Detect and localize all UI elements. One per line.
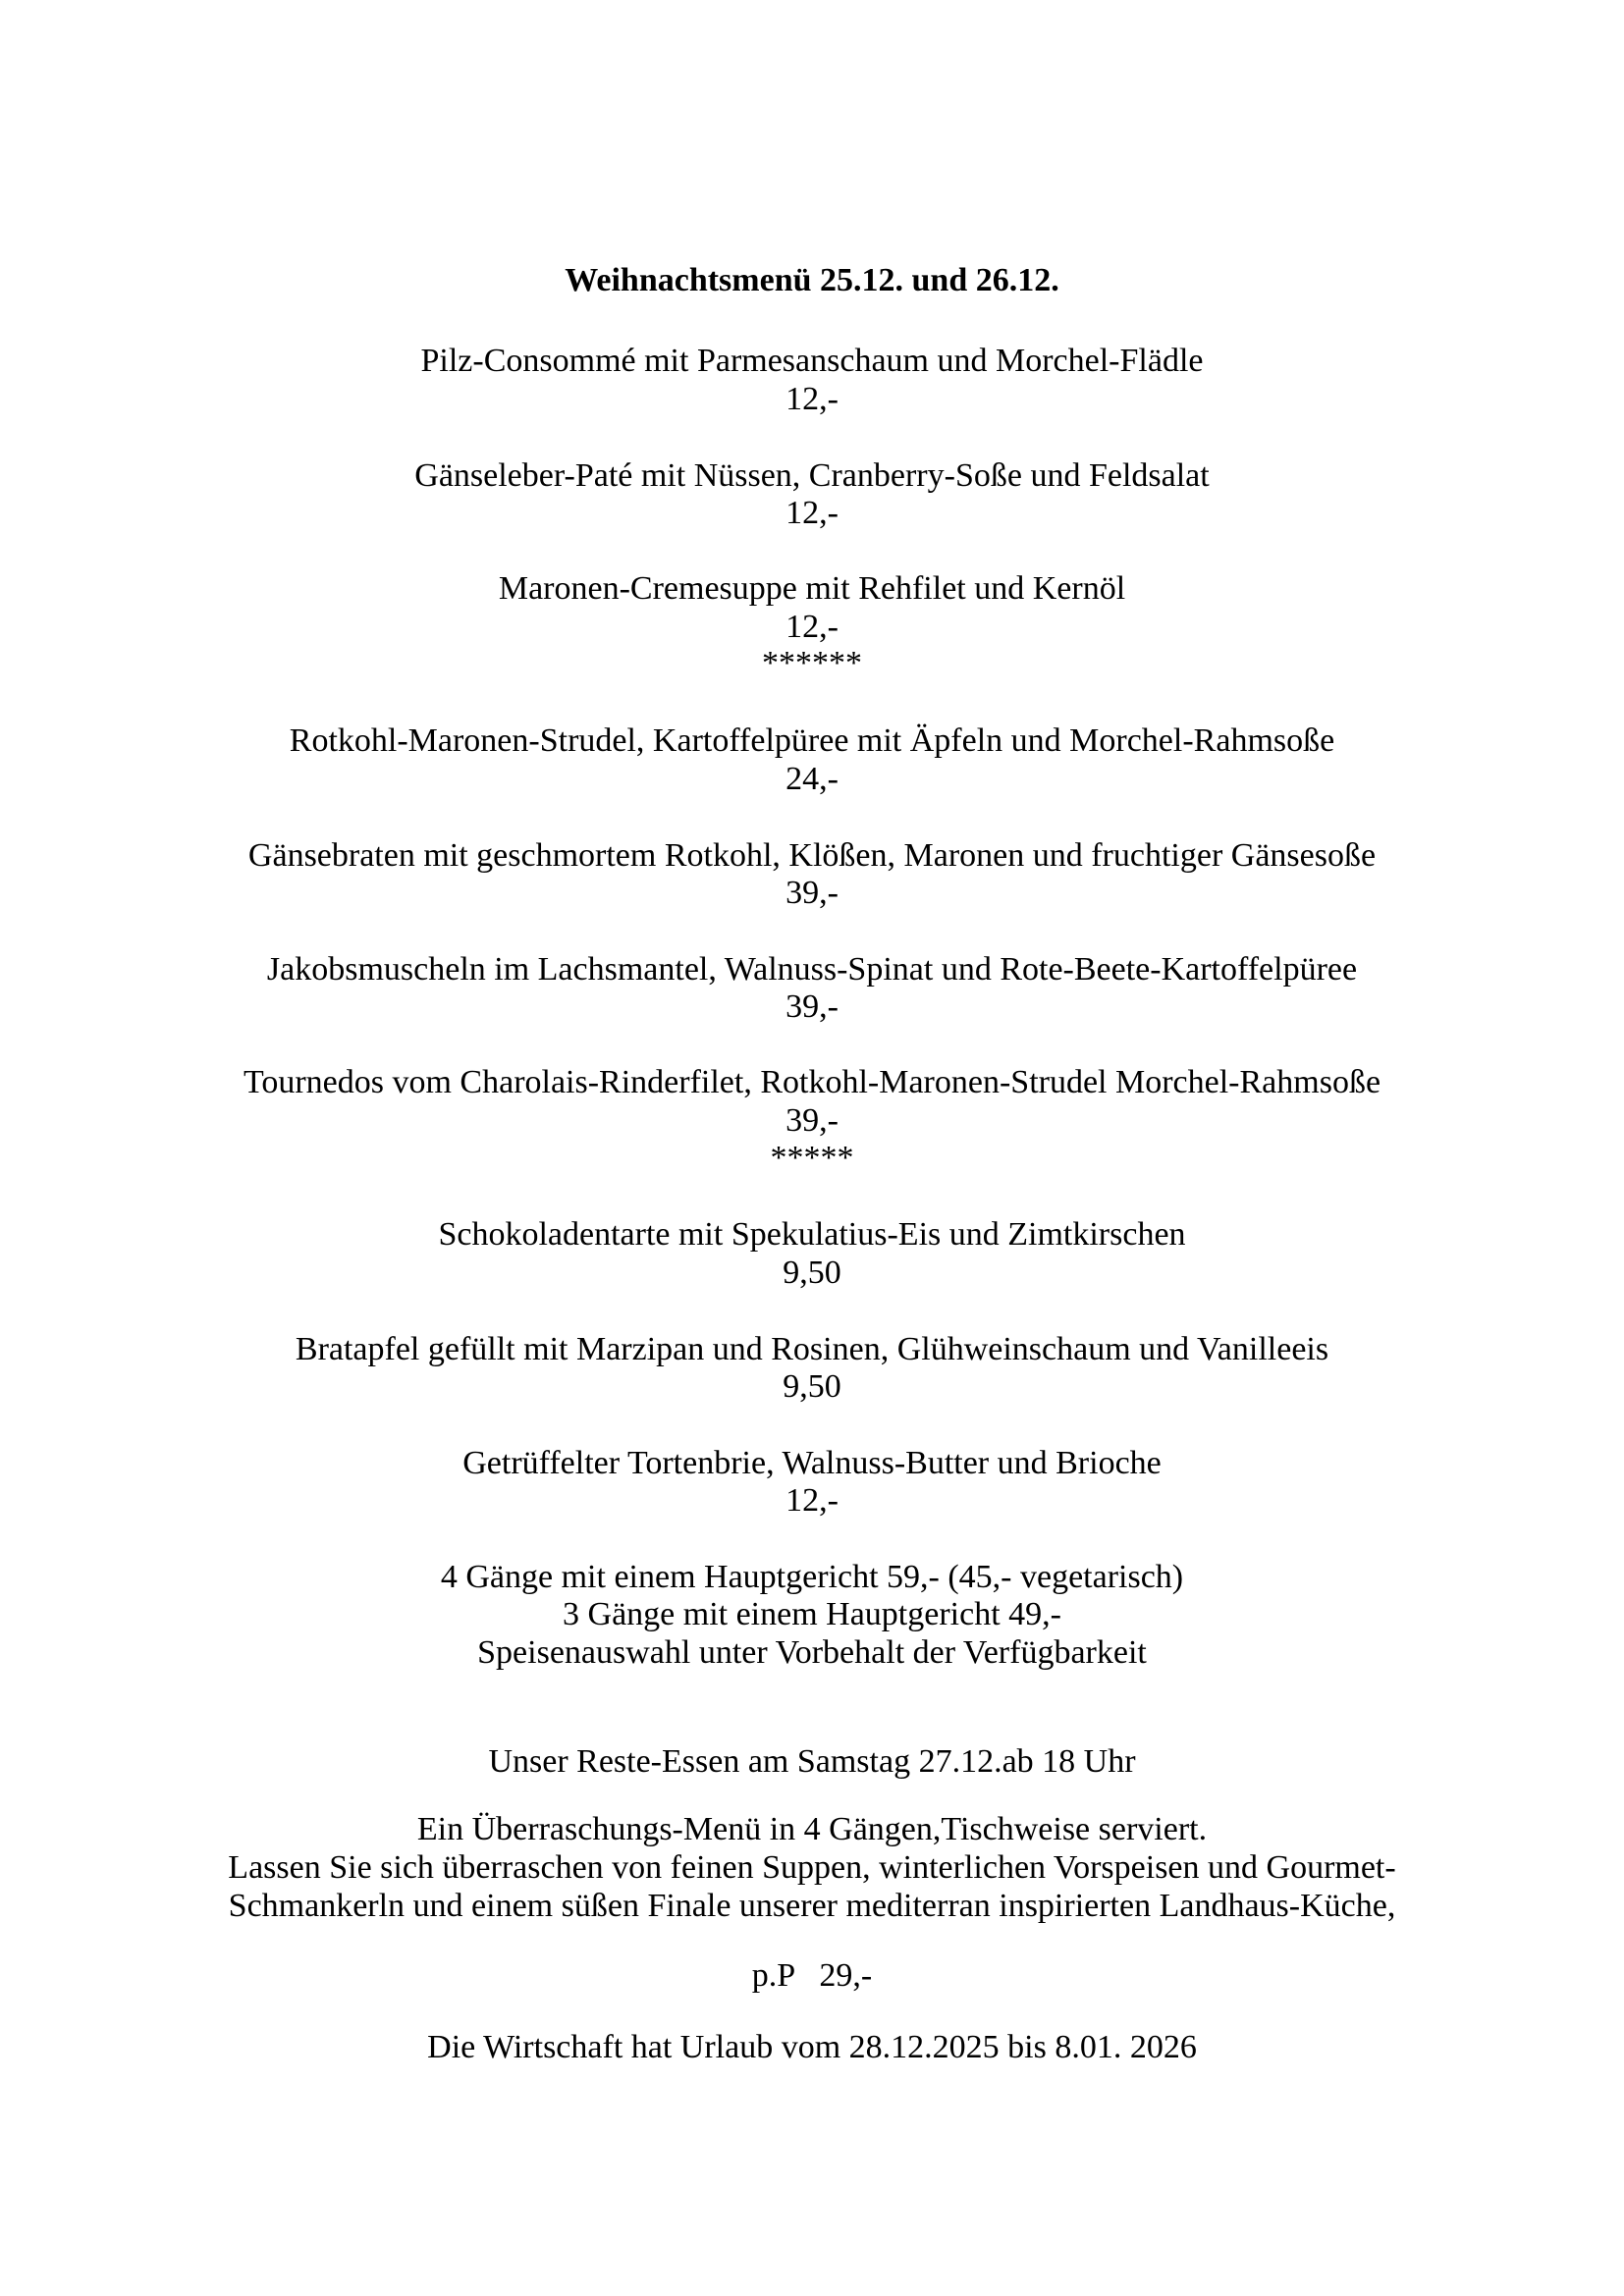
leftovers-line-1: Ein Überraschungs-Menü in 4 Gängen,Tischweise serviert. [416,1811,1208,1847]
menu-title: Weihnachtsmenü 25.12. und 26.12. [565,262,1059,298]
main-3-price: 39,- [785,988,839,1025]
leftovers-price: p.P 29,- [751,1957,873,1994]
starter-1-name: Pilz-Consommé mit Parmesanschaum und Morchel-Flädle [420,343,1204,379]
starter-2-name: Gänseleber-Paté mit Nüssen, Cranberry-Soße und Feldsalat [414,457,1210,494]
main-4-price: 39,- [785,1102,839,1139]
set-menu-three-courses: 3 Gänge mit einem Hauptgericht 49,- [563,1596,1061,1632]
main-2-price: 39,- [785,875,839,911]
main-4-name: Tournedos vom Charolais-Rinderfilet, Rotkohl-Maronen-Strudel Morchel-Rahmsoße [243,1064,1381,1100]
starter-1-price: 12,- [785,381,839,417]
leftovers-line-2: Lassen Sie sich überraschen von feinen Suppen, winterlichen Vorspeisen und Gourmet- [228,1849,1396,1886]
set-menu-four-courses: 4 Gänge mit einem Hauptgericht 59,- (45,- vegetarisch) [440,1559,1184,1595]
dessert-2-name: Bratapfel gefüllt mit Marzipan und Rosinen, Glühweinschaum und Vanilleeis [295,1331,1329,1367]
main-3-name: Jakobsmuscheln im Lachsmantel, Walnuss-Spinat und Rote-Beete-Kartoffelpüree [266,951,1358,988]
leftovers-line-3: Schmankerln und einem süßen Finale unserer mediterran inspirierten Landhaus-Küche, [228,1888,1396,1924]
dessert-1-price: 9,50 [783,1255,841,1291]
main-1-price: 24,- [785,761,839,797]
dessert-1-name: Schokoladentarte mit Spekulatius-Eis und Zimtkirschen [438,1216,1186,1253]
vacation-notice: Die Wirtschaft hat Urlaub vom 28.12.2025 bis 8.01. 2026 [427,2029,1197,2065]
course-separator-2: ***** [770,1140,854,1176]
course-separator-1: ****** [762,645,862,681]
starter-3-price: 12,- [785,609,839,645]
dessert-2-price: 9,50 [783,1368,841,1405]
main-1-name: Rotkohl-Maronen-Strudel, Kartoffelpüree mit Äpfeln und Morchel-Rahmsoße [289,722,1335,759]
availability-disclaimer: Speisenauswahl unter Vorbehalt der Verfügbarkeit [477,1634,1147,1671]
dessert-3-name: Getrüffelter Tortenbrie, Walnuss-Butter und Brioche [462,1445,1162,1481]
starter-3-name: Maronen-Cremesuppe mit Rehfilet und Kernöl [498,570,1126,607]
main-2-name: Gänsebraten mit geschmortem Rotkohl, Klößen, Maronen und fruchtiger Gänsesoße [247,837,1377,874]
leftovers-heading: Unser Reste-Essen am Samstag 27.12.ab 18 Uhr [488,1743,1136,1780]
dessert-3-price: 12,- [785,1482,839,1519]
starter-2-price: 12,- [785,495,839,531]
